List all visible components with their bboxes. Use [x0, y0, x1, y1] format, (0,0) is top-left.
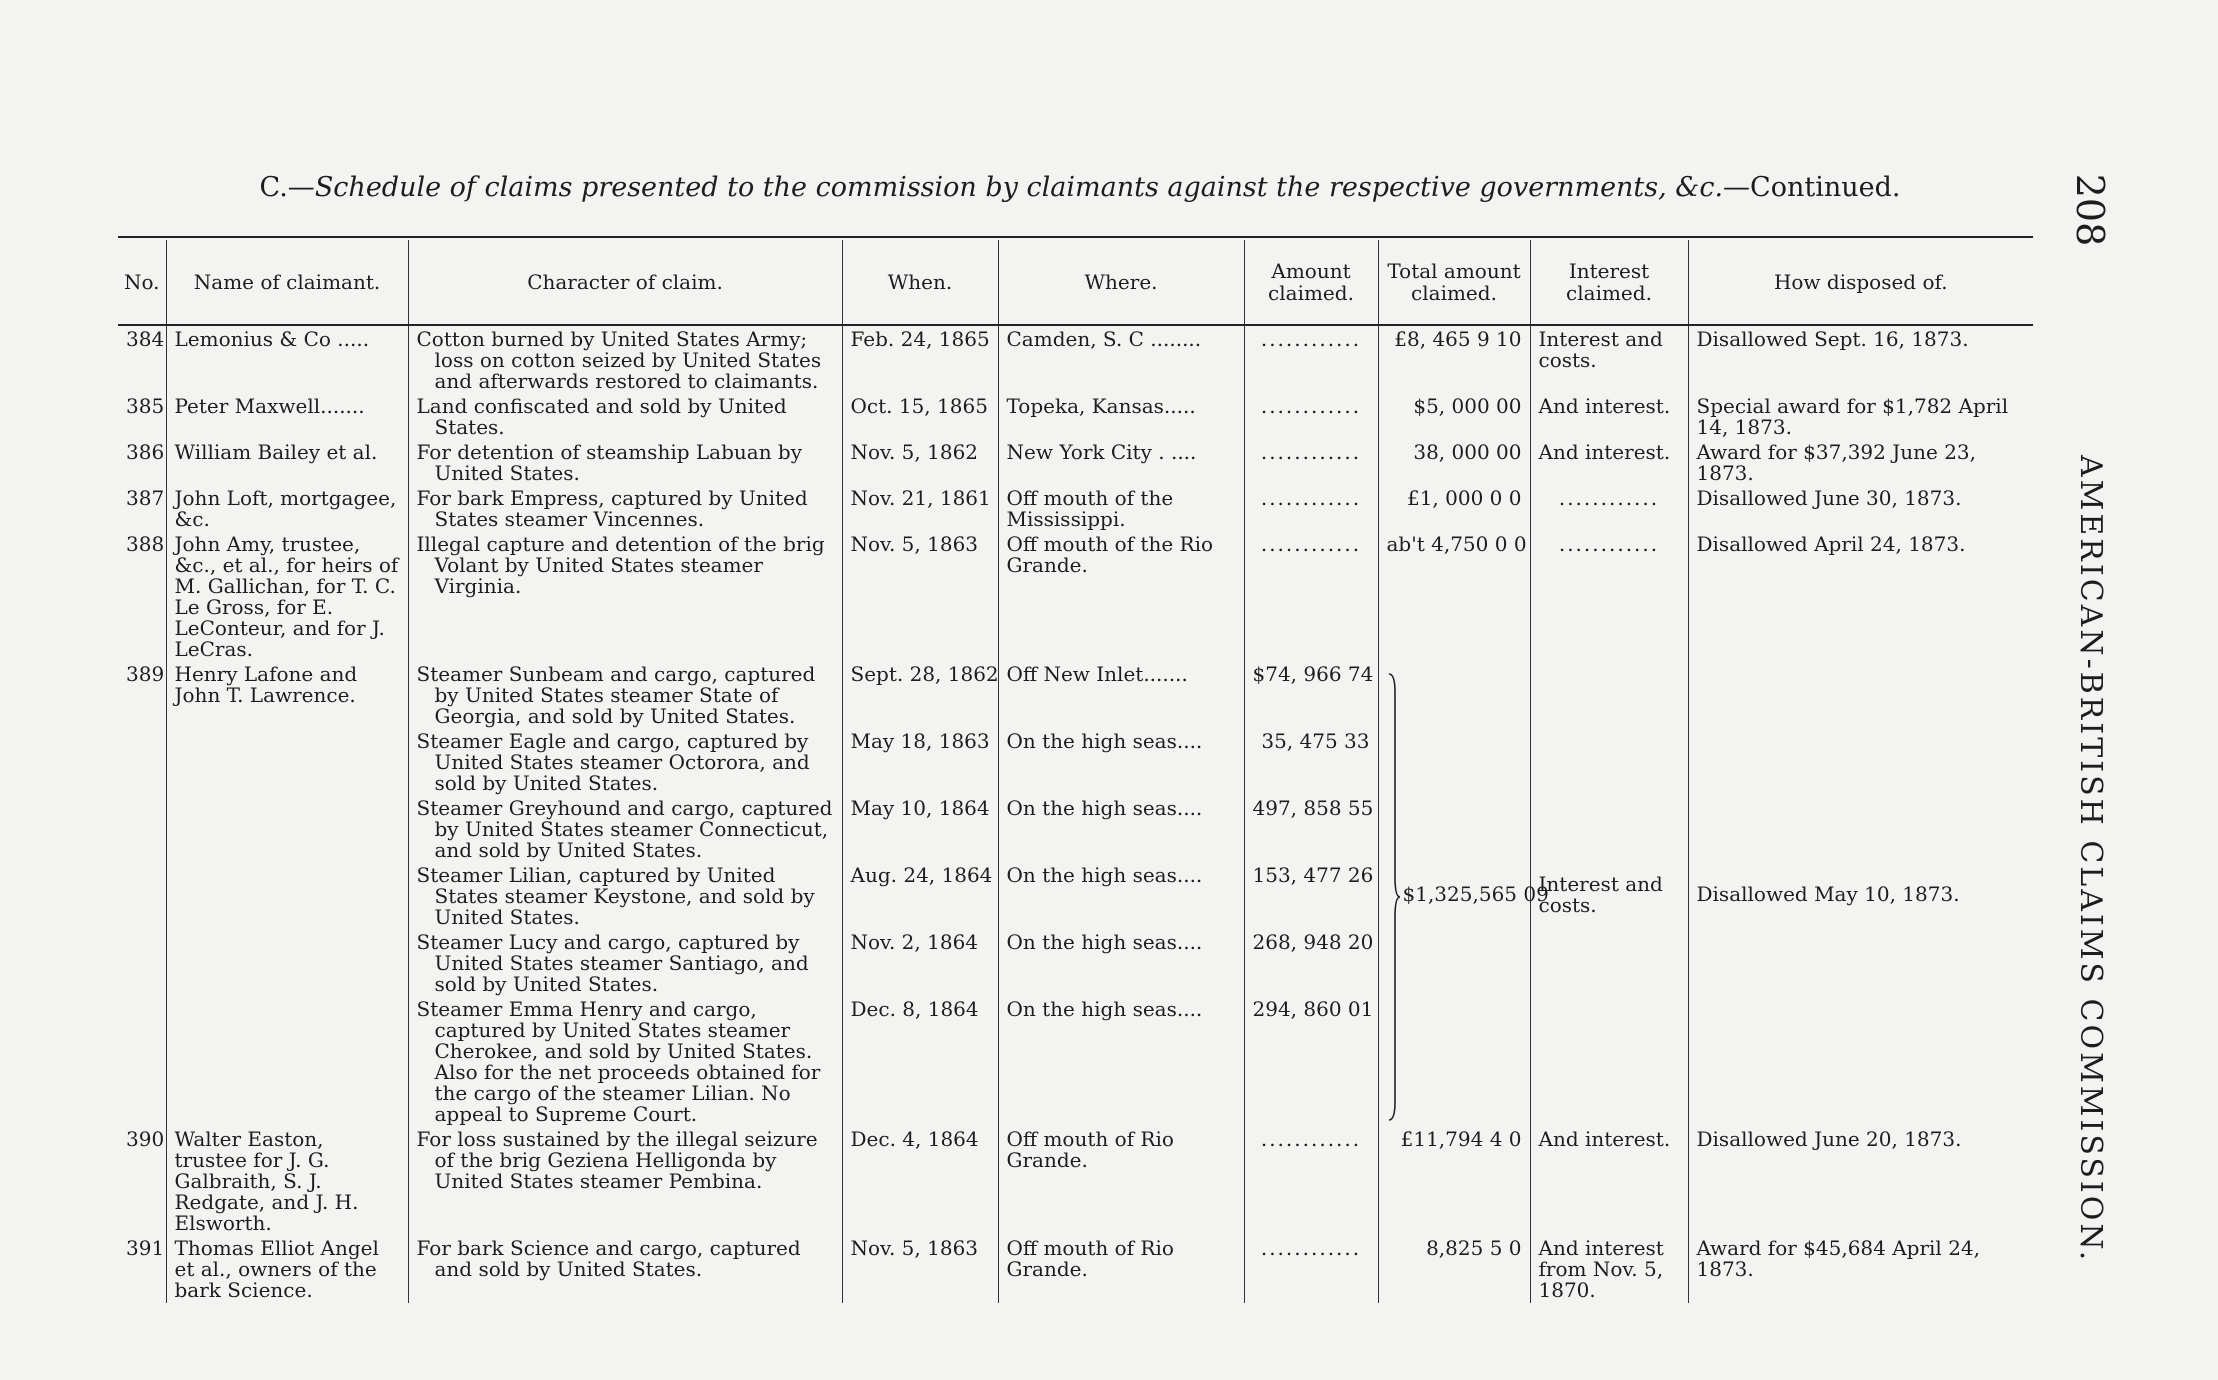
claim-when: Aug. 24, 1864	[842, 862, 998, 929]
claim-where: New York City . ....	[998, 439, 1244, 485]
disposition: Award for $37,392 June 23, 1873.	[1688, 439, 2033, 485]
header-where: Where.	[998, 240, 1244, 325]
claim-character: Steamer Lucy and cargo, captured by United States steamer Santiago, and sold by United States.	[408, 929, 842, 996]
claim-where: Off mouth of Rio Grande.	[998, 1126, 1244, 1235]
claim-where: Topeka, Kansas.....	[998, 393, 1244, 439]
running-head: AMERICAN-BRITISH CLAIMS COMMISSION.	[2073, 455, 2108, 1264]
claim-no: 387	[126, 486, 165, 510]
claim-character: Illegal capture and detention of the brig Volant by United States steamer Virginia.	[408, 531, 842, 661]
claim-where: Off mouth of the Mississippi.	[998, 485, 1244, 531]
claim-no-empty	[118, 929, 166, 996]
total-claimed: $5, 000 00	[1378, 393, 1530, 439]
table-row	[118, 1126, 2033, 1235]
amount-claimed: 153, 477 26	[1244, 862, 1378, 929]
schedule-title	[120, 172, 2040, 203]
amount-claimed: 35, 475 33	[1244, 728, 1378, 795]
total-claimed: £8, 465 9 10	[1378, 325, 1530, 393]
claim-character: Steamer Lilian, captured by United States steamer Keystone, and sold by United States.	[408, 862, 842, 929]
header-no: No.	[118, 240, 166, 325]
interest-claimed: ............	[1530, 485, 1688, 531]
claim-no-empty	[118, 996, 166, 1126]
claim-where: On the high seas....	[998, 996, 1244, 1126]
claim-where: Off mouth of the Rio Grande.	[998, 531, 1244, 661]
claim-character: For bark Empress, captured by United States steamer Vincennes.	[408, 485, 842, 531]
disposition: Disallowed June 20, 1873.	[1688, 1126, 2033, 1235]
table-row	[118, 1235, 2033, 1303]
interest-claimed: And interest.	[1530, 1126, 1688, 1235]
header-row	[118, 240, 2033, 325]
table-row	[118, 393, 2033, 439]
title-italic: Schedule of claims presented to the commission by claimants against the respective governments, &c.	[314, 172, 1724, 203]
amount-claimed: ............	[1244, 439, 1378, 485]
claimant-name: Peter Maxwell.......	[166, 393, 408, 439]
disposition-group: Disallowed May 10, 1873.	[1688, 661, 2033, 1126]
claimant-name: Henry Lafone and John T. Lawrence.	[166, 661, 408, 1126]
amount-claimed: ............	[1244, 531, 1378, 661]
header-name: Name of claimant.	[166, 240, 408, 325]
claim-character: Steamer Emma Henry and cargo, captured by United States steamer Cherokee, and sold by United States. Also for the net proceeds obtained for the cargo of the steamer Lilian. No appeal to Supreme Court.	[408, 996, 842, 1126]
claim-no: 389	[126, 662, 165, 686]
claim-no: 384	[126, 327, 165, 351]
claim-where: On the high seas....	[998, 795, 1244, 862]
table-row	[118, 439, 2033, 485]
table-row	[118, 485, 2033, 531]
claim-when: Oct. 15, 1865	[842, 393, 998, 439]
claim-character: For loss sustained by the illegal seizure of the brig Geziena Helligonda by United States steamer Pembina.	[408, 1126, 842, 1235]
group-total: $1,325,565 09	[1402, 882, 1549, 906]
claimant-name: John Amy, trustee, &c., et al., for heirs of M. Gallichan, for T. C. Le Gross, for E. LeConteur, and for J. LeCras.	[166, 531, 408, 661]
disposition: Disallowed April 24, 1873.	[1688, 531, 2033, 661]
claim-where: Off New Inlet.......	[998, 661, 1244, 728]
interest-claimed: ............	[1530, 531, 1688, 661]
claimant-name: William Bailey et al.	[166, 439, 408, 485]
claim-no: 390	[126, 1127, 165, 1151]
claimant-name: Lemonius & Co .....	[166, 325, 408, 393]
claim-no: 386	[126, 440, 165, 464]
claims-table	[118, 240, 2033, 1303]
claim-where: Camden, S. C ........	[998, 325, 1244, 393]
disposition: Disallowed June 30, 1873.	[1688, 485, 2033, 531]
claim-where: Off mouth of Rio Grande.	[998, 1235, 1244, 1303]
claim-no: 388	[126, 532, 165, 556]
claim-character: For detention of steamship Labuan by United States.	[408, 439, 842, 485]
claimant-name: John Loft, mortgagee, &c.	[166, 485, 408, 531]
disposition: Award for $45,684 April 24, 1873.	[1688, 1235, 2033, 1303]
header-amount: Amount claimed.	[1244, 240, 1378, 325]
amount-claimed: 497, 858 55	[1244, 795, 1378, 862]
claim-no-empty	[118, 862, 166, 929]
claim-character: Land confiscated and sold by United States.	[408, 393, 842, 439]
claim-character: For bark Science and cargo, captured and sold by United States.	[408, 1235, 842, 1303]
claim-character: Steamer Eagle and cargo, captured by United States steamer Octorora, and sold by United States.	[408, 728, 842, 795]
amount-claimed: ............	[1244, 1235, 1378, 1303]
claim-no: 385	[126, 394, 165, 418]
interest-claimed: Interest and costs.	[1530, 325, 1688, 393]
interest-claimed: And interest.	[1530, 439, 1688, 485]
table-row	[118, 661, 2033, 728]
header-when: When.	[842, 240, 998, 325]
claim-where: On the high seas....	[998, 728, 1244, 795]
amount-claimed: ............	[1244, 1126, 1378, 1235]
header-disposed: How disposed of.	[1688, 240, 2033, 325]
claim-when: May 10, 1864	[842, 795, 998, 862]
claim-when: Nov. 2, 1864	[842, 929, 998, 996]
claim-where: On the high seas....	[998, 862, 1244, 929]
header-character: Character of claim.	[408, 240, 842, 325]
amount-claimed: 268, 948 20	[1244, 929, 1378, 996]
disposition: Disallowed Sept. 16, 1873.	[1688, 325, 2033, 393]
total-claimed: ab't 4,750 0 0	[1378, 531, 1530, 661]
claim-when: Nov. 5, 1862	[842, 439, 998, 485]
interest-claimed-group: Interest and costs.	[1530, 661, 1688, 1126]
claim-no-empty	[118, 728, 166, 795]
claimant-name: Thomas Elliot Angel et al., owners of the bark Science.	[166, 1235, 408, 1303]
total-claimed: 38, 000 00	[1378, 439, 1530, 485]
amount-claimed: ............	[1244, 485, 1378, 531]
claim-when: Sept. 28, 1862	[842, 661, 998, 728]
total-claimed: £11,794 4 0	[1378, 1126, 1530, 1235]
page-number: 208	[2068, 173, 2112, 247]
claim-when: May 18, 1863	[842, 728, 998, 795]
claim-when: Nov. 5, 1863	[842, 1235, 998, 1303]
title-prefix: C.—	[259, 172, 315, 203]
claim-where: On the high seas....	[998, 929, 1244, 996]
amount-claimed: ............	[1244, 325, 1378, 393]
top-rule	[118, 236, 2033, 238]
amount-claimed: $74, 966 74	[1244, 661, 1378, 728]
total-claimed: £1, 000 0 0	[1378, 485, 1530, 531]
amount-claimed: ............	[1244, 393, 1378, 439]
claim-when: Dec. 8, 1864	[842, 996, 998, 1126]
table-row	[118, 325, 2033, 393]
claim-no: 391	[126, 1236, 165, 1260]
disposition: Special award for $1,782 April 14, 1873.	[1688, 393, 2033, 439]
title-suffix: —Continued.	[1723, 172, 1901, 203]
interest-claimed: And interest from Nov. 5, 1870.	[1530, 1235, 1688, 1303]
claim-when: Dec. 4, 1864	[842, 1126, 998, 1235]
header-total: Total amount claimed.	[1378, 240, 1530, 325]
total-claimed: 8,825 5 0	[1378, 1235, 1530, 1303]
claim-when: Feb. 24, 1865	[842, 325, 998, 393]
claim-character: Cotton burned by United States Army; loss on cotton seized by United States and afterwards restored to claimants.	[408, 325, 842, 393]
header-interest: Interest claimed.	[1530, 240, 1688, 325]
interest-claimed: And interest.	[1530, 393, 1688, 439]
claim-no-empty	[118, 795, 166, 862]
claim-when: Nov. 5, 1863	[842, 531, 998, 661]
table-row	[118, 531, 2033, 661]
group-brace	[1387, 672, 1401, 1122]
claim-character: Steamer Greyhound and cargo, captured by United States steamer Connecticut, and sold by United States.	[408, 795, 842, 862]
claimant-name: Walter Easton, trustee for J. G. Galbraith, S. J. Redgate, and J. H. Elsworth.	[166, 1126, 408, 1235]
claim-character: Steamer Sunbeam and cargo, captured by United States steamer State of Georgia, and sold by United States.	[408, 661, 842, 728]
claim-when: Nov. 21, 1861	[842, 485, 998, 531]
amount-claimed: 294, 860 01	[1244, 996, 1378, 1126]
